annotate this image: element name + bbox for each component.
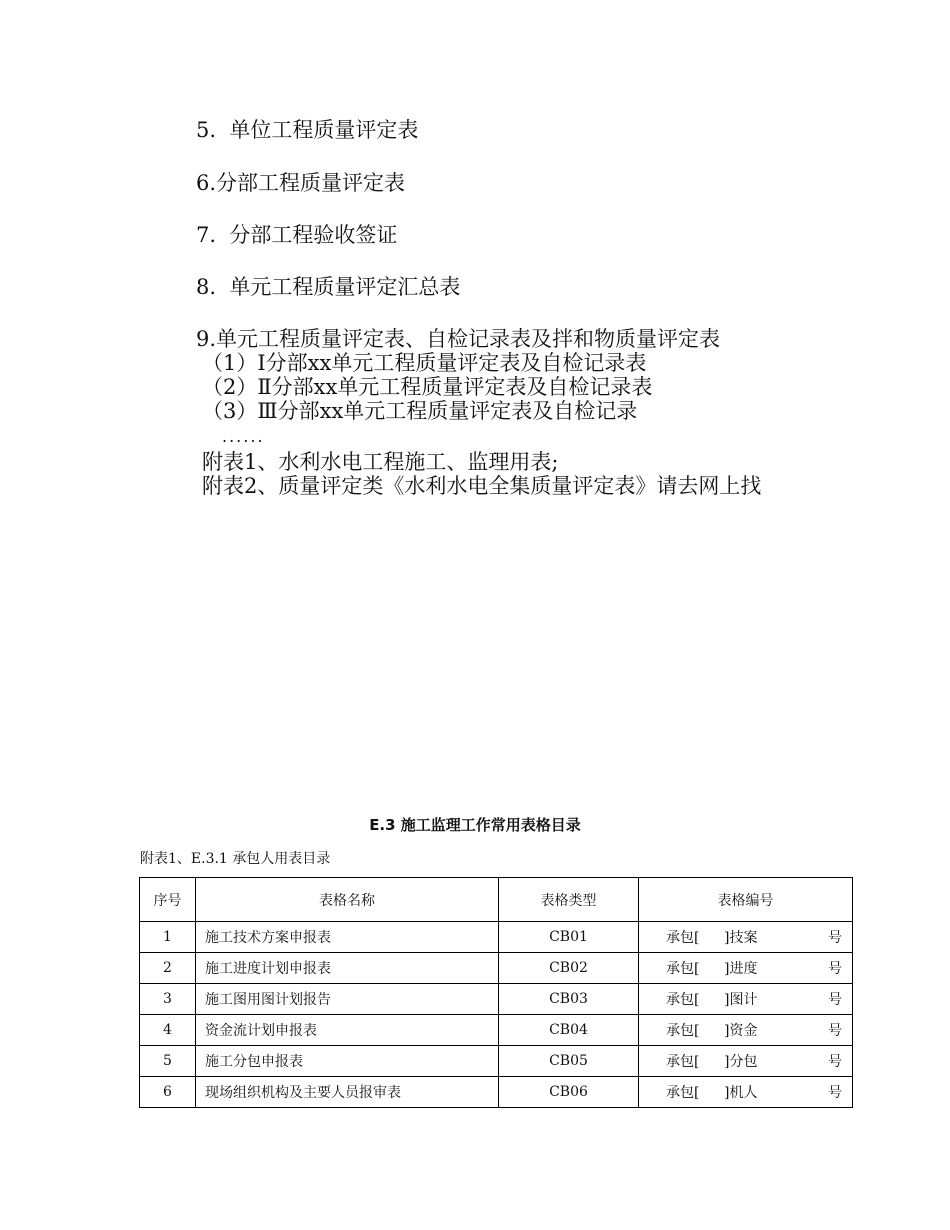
table-row [140,953,853,984]
cell-code [639,922,853,953]
code-suffix: 号 [828,992,842,1008]
section-title: E.3 施工监理工作常用表格目录 [369,816,581,834]
code-category: ]图计 [724,992,758,1008]
cell-no: 4 [140,1015,196,1046]
cell-code [639,1015,853,1046]
header-no: 序号 [140,878,196,922]
code-category: ]进度 [724,961,758,977]
list-item-5: 5. 单位工程质量评定表 [196,118,419,142]
table-header-row [140,878,853,922]
sub-item-2: （2）Ⅱ分部xx单元工程质量评定表及自检记录表 [202,375,653,399]
cell-type: CB02 [499,953,639,984]
cell-code [639,984,853,1015]
cell-name: 施工分包申报表 [196,1046,499,1077]
header-name: 表格名称 [196,878,499,922]
list-item-8: 8. 单元工程质量评定汇总表 [196,275,461,299]
cell-no: 1 [140,922,196,953]
cell-type: CB04 [499,1015,639,1046]
code-prefix: 承包[ [666,1054,700,1070]
cell-no: 6 [140,1077,196,1108]
code-prefix: 承包[ [666,1023,700,1039]
code-prefix: 承包[ [666,961,700,977]
sub-item-3: （3）Ⅲ分部xx单元工程质量评定表及自检记录 [202,399,638,423]
code-category: ]分包 [724,1054,758,1070]
cell-no: 2 [140,953,196,984]
code-suffix: 号 [828,961,842,977]
code-suffix: 号 [828,930,842,946]
table-row [140,922,853,953]
cell-type: CB03 [499,984,639,1015]
code-category: ]技案 [724,930,758,946]
list-item-7: 7. 分部工程验收签证 [196,223,398,247]
code-suffix: 号 [828,1085,842,1101]
cell-code [639,1077,853,1108]
code-suffix: 号 [828,1054,842,1070]
code-suffix: 号 [828,1023,842,1039]
appendix-2: 附表2、质量评定类《水利水电全集质量评定表》请去网上找 [202,474,762,498]
table-row [140,1077,853,1108]
header-code: 表格编号 [639,878,853,922]
table-caption: 附表1、E.3.1 承包人用表目录 [140,851,331,867]
cell-name: 施工进度计划申报表 [196,953,499,984]
cell-type: CB06 [499,1077,639,1108]
cell-name: 施工技术方案申报表 [196,922,499,953]
code-category: ]资金 [724,1023,758,1039]
code-prefix: 承包[ [666,1085,700,1101]
cell-type: CB05 [499,1046,639,1077]
sub-item-1: （1）Ⅰ分部xx单元工程质量评定表及自检记录表 [202,351,647,375]
cell-name: 施工图用图计划报告 [196,984,499,1015]
cell-no: 5 [140,1046,196,1077]
ellipsis: ...... [222,427,265,446]
cell-name: 资金流计划申报表 [196,1015,499,1046]
cell-code [639,1046,853,1077]
code-category: ]机人 [724,1085,758,1101]
cell-no: 3 [140,984,196,1015]
table-row [140,984,853,1015]
form-catalog-table [139,877,853,1108]
table-row [140,1015,853,1046]
cell-code [639,953,853,984]
cell-name: 现场组织机构及主要人员报审表 [196,1077,499,1108]
appendix-1: 附表1、水利水电工程施工、监理用表; [202,450,559,474]
header-type: 表格类型 [499,878,639,922]
table-row [140,1046,853,1077]
code-prefix: 承包[ [666,930,700,946]
cell-type: CB01 [499,922,639,953]
code-prefix: 承包[ [666,992,700,1008]
list-item-9: 9.单元工程质量评定表、自检记录表及拌和物质量评定表 [196,327,721,351]
list-item-6: 6.分部工程质量评定表 [196,171,406,195]
